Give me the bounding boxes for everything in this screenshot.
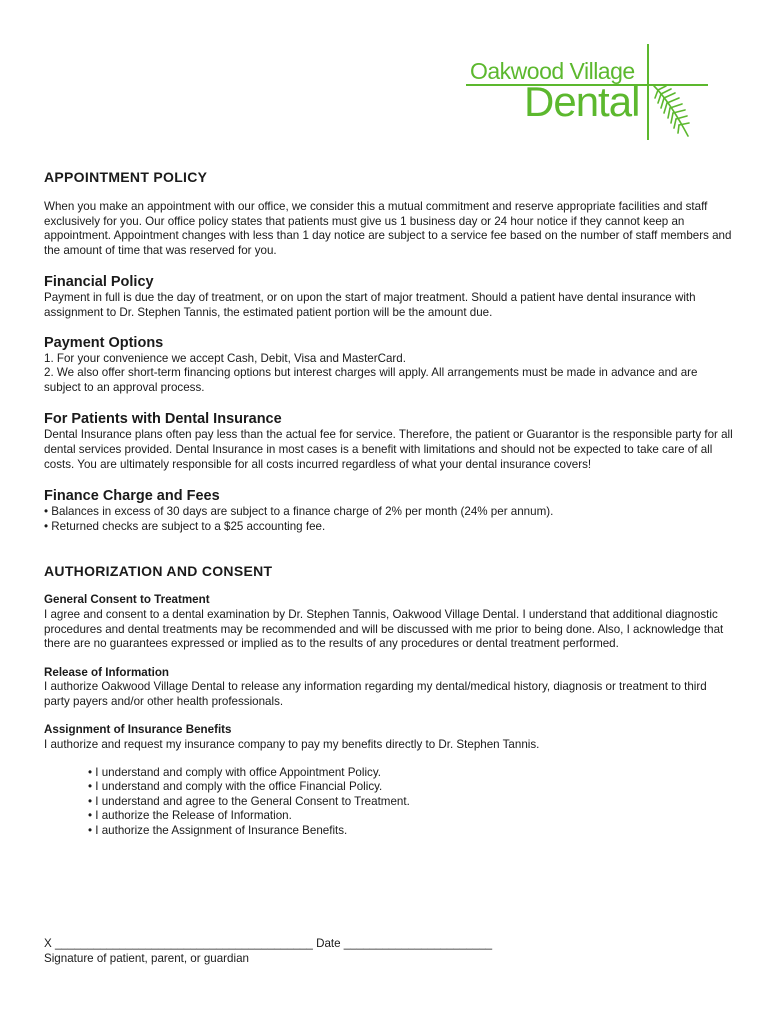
logo-vertical-rule: [647, 44, 649, 140]
acknowledgement-item: • I authorize the Assignment of Insurance Benefits.: [88, 824, 348, 838]
acknowledgement-list: [44, 766, 734, 839]
logo-line-1: Oakwood Village: [470, 58, 635, 84]
acknowledgement-item: • I understand and comply with office Appointment Policy.: [88, 765, 381, 779]
dental-insurance-heading: For Patients with Dental Insurance: [44, 411, 282, 428]
acknowledgement-item: • I authorize the Release of Information.: [88, 809, 292, 823]
practice-logo: [466, 44, 711, 142]
document-body: [44, 169, 734, 839]
assignment-benefits-text: I authorize and request my insurance company to pay my benefits directly to Dr. Stephen Tannis.: [44, 738, 540, 752]
appointment-policy-heading: APPOINTMENT POLICY: [44, 169, 208, 185]
release-info-heading: Release of Information: [44, 665, 169, 679]
logo-line-2: Dental: [524, 78, 640, 125]
signature-label: Signature of patient, parent, or guardian: [44, 952, 249, 965]
general-consent-text: I agree and consent to a dental examination by Dr. Stephen Tannis, Oakwood Village Dental. I understand that additional diagnostic procedures and dental treatments may be recommended and will be discussed with me prior to being done. Also, I acknowledge that there are no guarantees expressed or implied as to the results of any procedures or dental treatment performed.: [44, 607, 724, 651]
general-consent-heading: General Consent to Treatment: [44, 593, 210, 607]
financial-policy-text: Payment in full is due the day of treatment, or on upon the start of major treatment. Should a patient have dental insurance with assignment to Dr. Stephen Tannis, the estimated patient portion will be the amount due.: [44, 291, 696, 319]
payment-option-2: 2. We also offer short-term financing options but interest charges will apply. All arrangements must be made in advance and are subject to an approval process.: [44, 366, 698, 394]
signature-date-line: X ________________________________________ Date _______________________: [44, 937, 493, 950]
finance-charge-heading: Finance Charge and Fees: [44, 488, 220, 505]
dental-insurance-text: Dental Insurance plans often pay less than the actual fee for service. Therefore, the patient or Guarantor is the responsible party for all dental services provided. Dental Insurance in most cases is a benefit with limitations and should not be expected to take care of all costs. You are ultimately responsible for all costs incurred regardless of what your dental insurance covers!: [44, 428, 733, 471]
payment-option-1: 1. For your convenience we accept Cash, Debit, Visa and MasterCard.: [44, 351, 406, 365]
acknowledgement-item: • I understand and comply with the office Financial Policy.: [88, 780, 383, 794]
financial-policy-heading: Financial Policy: [44, 274, 154, 291]
appointment-policy-text: When you make an appointment with our office, we consider this a mutual commitment and reserve appropriate facilities and staff exclusively for you. Our office policy states that patients must give us 1 business day or 24 hour notice if they cannot keep an appointment. Appointment changes with less than 1 day notice are subject to a service fee based on the number of staff members and the amount of time that was reserved for you.: [44, 200, 732, 257]
assignment-benefits-heading: Assignment of Insurance Benefits: [44, 723, 232, 737]
finance-charge-line-2: • Returned checks are subject to a $25 accounting fee.: [44, 519, 326, 533]
payment-options-heading: Payment Options: [44, 334, 164, 351]
palm-leaf-icon: [652, 84, 692, 140]
authorization-heading: AUTHORIZATION AND CONSENT: [44, 563, 273, 580]
acknowledgement-item: • I understand and agree to the General Consent to Treatment.: [88, 794, 410, 808]
release-info-text: I authorize Oakwood Village Dental to release any information regarding my dental/medical history, diagnosis or treatment to third party payers and/or other health professionals.: [44, 680, 707, 708]
finance-charge-line-1: • Balances in excess of 30 days are subject to a finance charge of 2% per month (24% per annum).: [44, 505, 554, 519]
